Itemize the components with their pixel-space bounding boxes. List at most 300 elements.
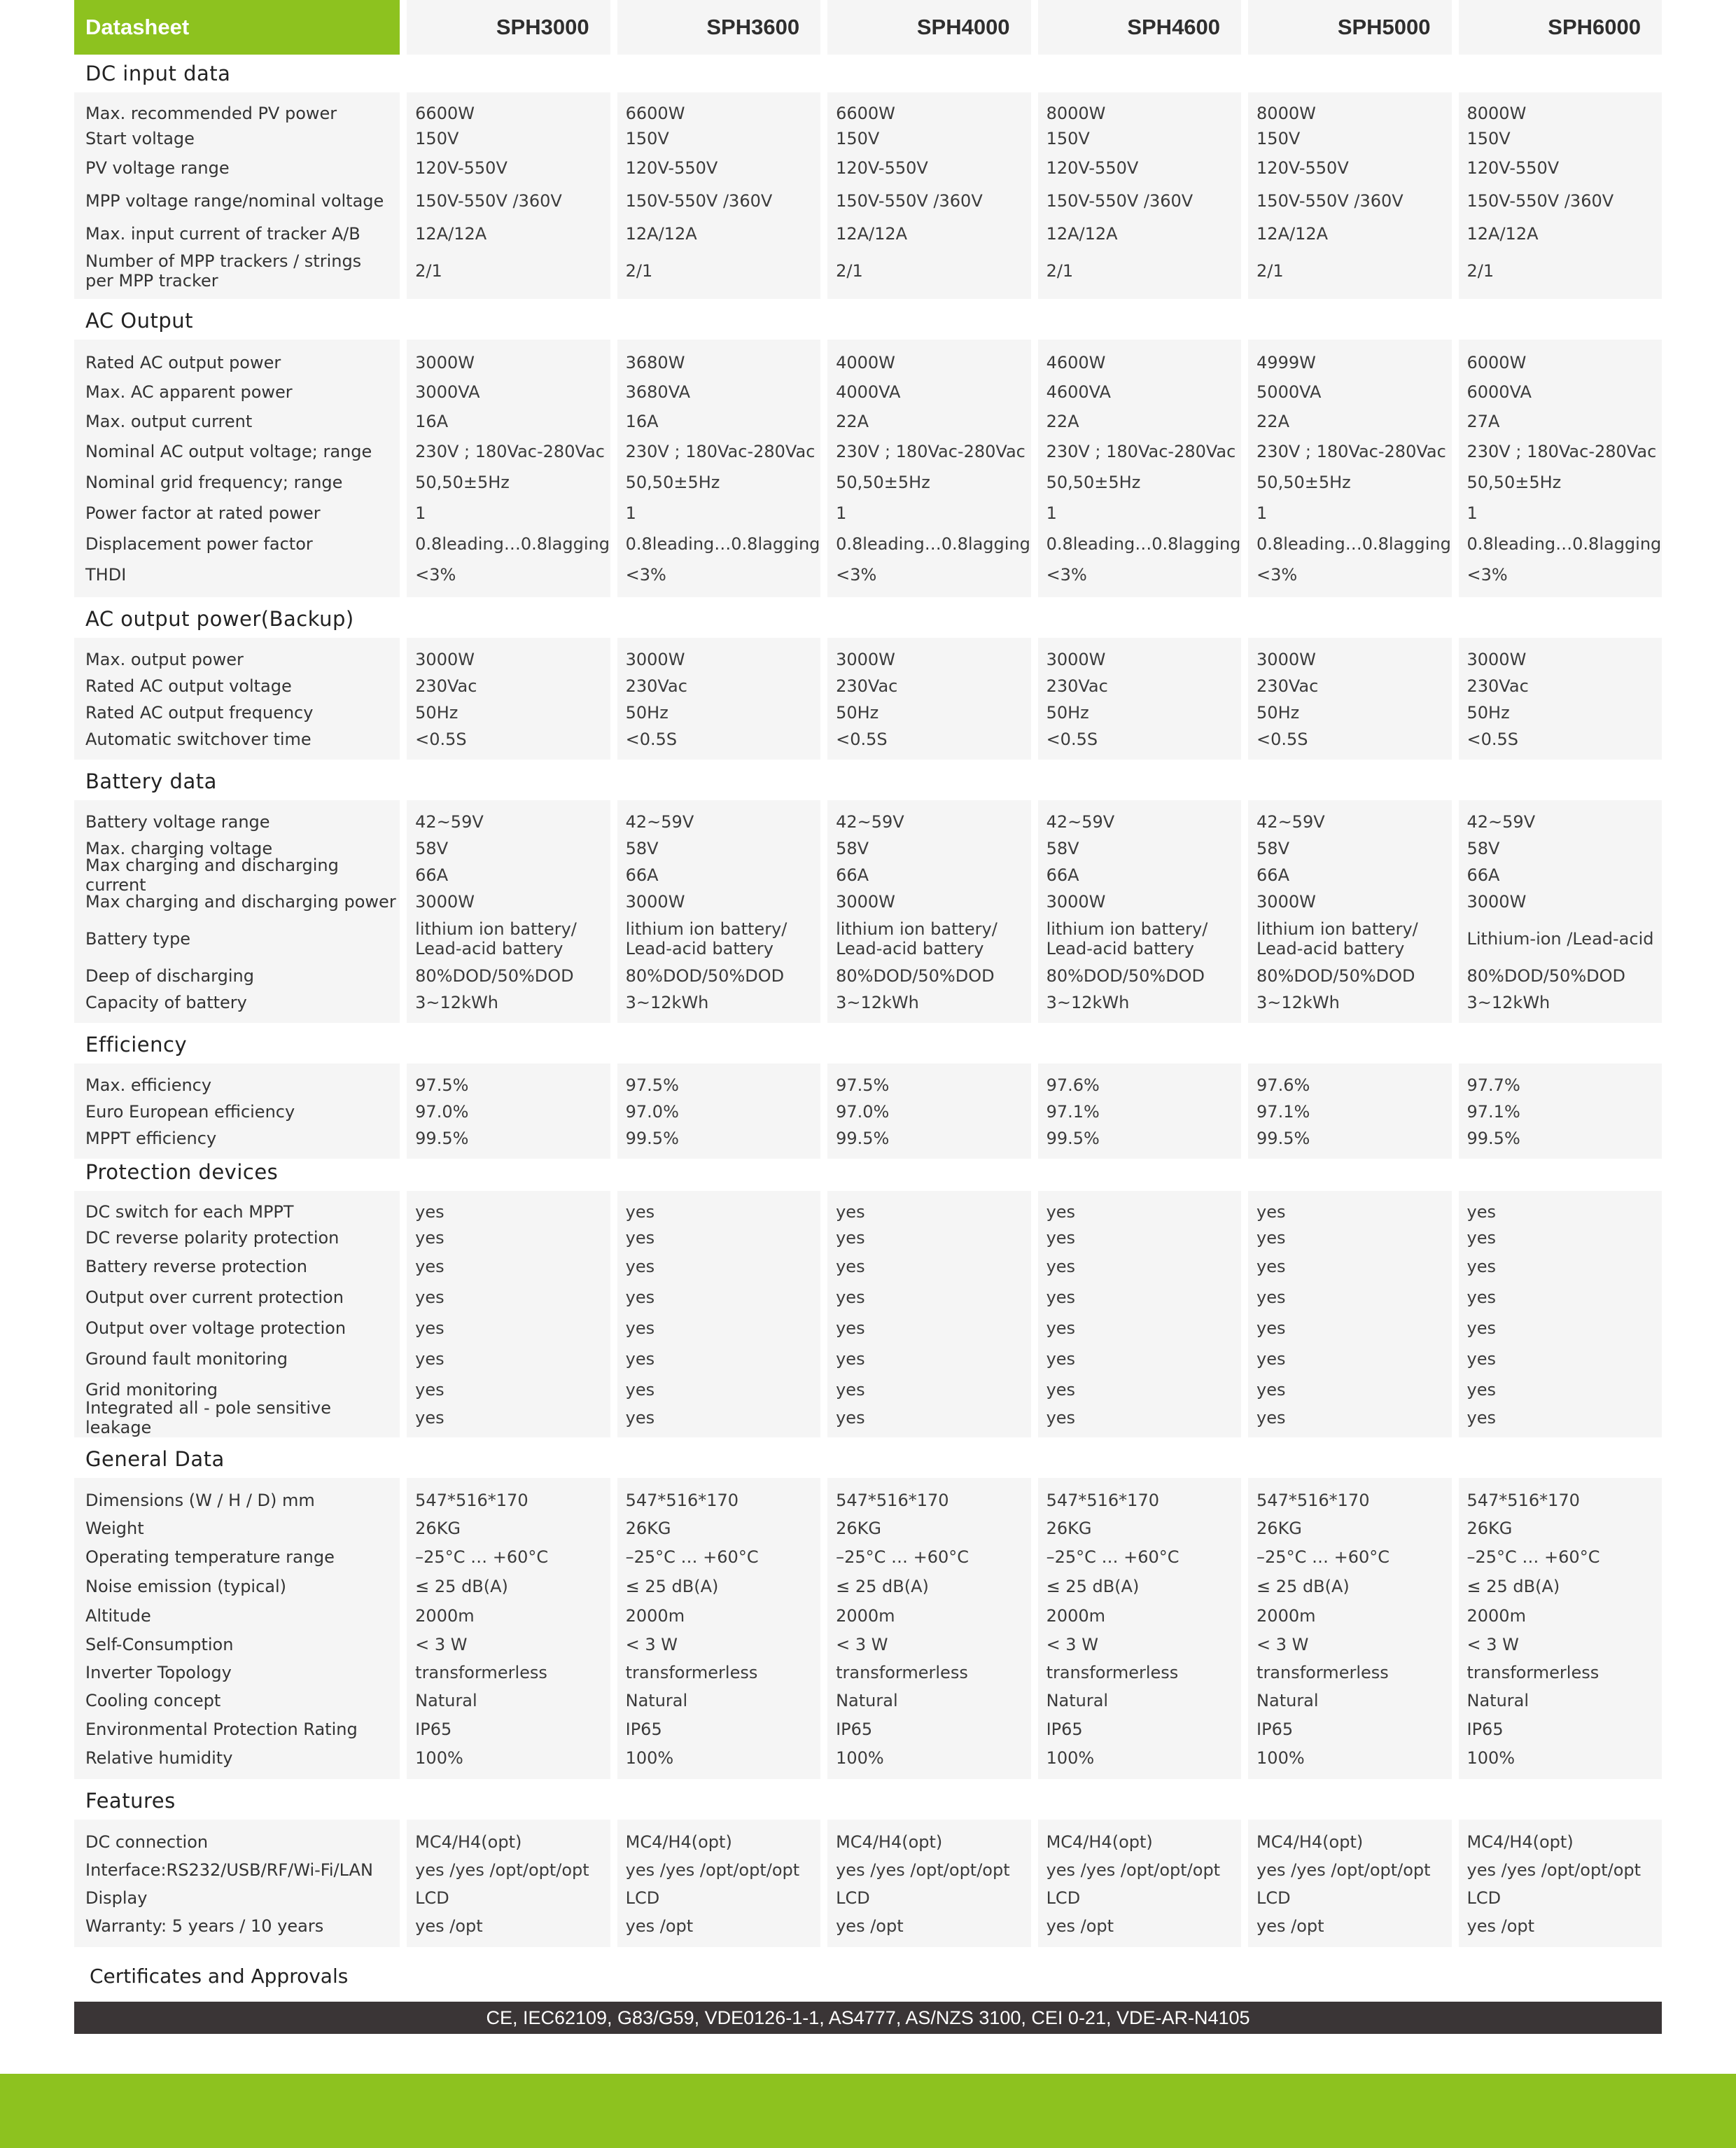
spec-value: lithium ion battery/ Lead-acid battery (1046, 919, 1208, 958)
spec-value: yes (1046, 1318, 1076, 1338)
value-column (1248, 1063, 1451, 1159)
spec-value: 80%DOD/50%DOD (836, 966, 995, 986)
value-column (407, 1478, 610, 1779)
spec-value: 0.8leading…0.8lagging (415, 534, 610, 554)
spec-value: Natural (1256, 1691, 1319, 1710)
spec-value: 42~59V (1046, 812, 1115, 832)
section-title: AC Output (85, 309, 194, 333)
spec-value: 3000W (1466, 650, 1527, 669)
spec-section (74, 1437, 1662, 1779)
model-header: SPH5000 (1248, 0, 1451, 55)
section-table (74, 92, 1662, 299)
spec-value: 42~59V (1466, 812, 1536, 832)
label-column (74, 638, 400, 760)
spec-value: yes (625, 1202, 655, 1222)
spec-value: yes /opt (415, 1916, 483, 1936)
spec-value: 230V ; 180Vac-280Vac (1466, 442, 1657, 461)
spec-value: <3% (1256, 565, 1298, 585)
spec-value: ≤ 25 dB(A) (1466, 1577, 1560, 1596)
spec-value: 100% (625, 1748, 674, 1768)
spec-value: ≤ 25 dB(A) (625, 1577, 719, 1596)
spec-value: 97.5% (836, 1075, 890, 1095)
spec-value: 100% (415, 1748, 463, 1768)
spec-value: 120V-550V (1256, 158, 1349, 178)
spec-label: Interface:RS232/USB/RF/Wi-Fi/LAN (85, 1860, 373, 1880)
spec-label: Grid monitoring (85, 1380, 218, 1400)
spec-label: Number of MPP trackers / strings per MPP tracker (85, 251, 362, 291)
spec-value: –25°C … +60°C (1046, 1547, 1180, 1567)
spec-value: 50Hz (1256, 703, 1300, 723)
certificates-text: CE, IEC62109, G83/G59, VDE0126-1-1, AS4777, AS/NZS 3100, CEI 0-21, VDE-AR-N4105 (486, 2007, 1250, 2028)
spec-value: 3~12kWh (1046, 993, 1130, 1012)
spec-value: 3000W (1256, 892, 1316, 912)
spec-value: yes (1466, 1408, 1496, 1428)
spec-value: 27A (1466, 412, 1500, 431)
spec-value: 42~59V (625, 812, 694, 832)
spec-label: Relative humidity (85, 1748, 233, 1768)
spec-label: DC reverse polarity protection (85, 1228, 340, 1248)
spec-value: 26KG (836, 1519, 881, 1538)
spec-value: yes /yes /opt/opt/opt (1046, 1860, 1221, 1880)
spec-label: Battery type (85, 929, 191, 949)
spec-value: transformerless (1046, 1663, 1179, 1682)
spec-value: yes (1256, 1318, 1286, 1338)
spec-value: yes (836, 1257, 865, 1276)
spec-label: Capacity of battery (85, 993, 247, 1012)
spec-label: THDI (85, 565, 127, 585)
spec-section (74, 1159, 1662, 1437)
value-column (1248, 1191, 1451, 1437)
spec-value: 2/1 (1256, 261, 1284, 281)
spec-value: 150V (1256, 129, 1301, 148)
section-title: General Data (85, 1447, 225, 1471)
spec-value: <3% (1466, 565, 1508, 585)
spec-value: yes (1466, 1318, 1496, 1338)
label-column (74, 1191, 400, 1437)
spec-value: 230V ; 180Vac-280Vac (836, 442, 1026, 461)
spec-label: Rated AC output voltage (85, 676, 292, 696)
spec-value: 8000W (1046, 104, 1106, 123)
spec-value: 8000W (1256, 104, 1316, 123)
spec-value: 3000W (625, 650, 685, 669)
spec-value: 100% (1046, 1748, 1095, 1768)
spec-value: MC4/H4(opt) (1466, 1832, 1574, 1852)
spec-value: 66A (1046, 865, 1079, 885)
value-column (827, 92, 1030, 299)
spec-value: 97.7% (1466, 1075, 1520, 1095)
spec-label: Output over current protection (85, 1288, 344, 1307)
spec-value: 230Vac (836, 676, 898, 696)
spec-value: 1 (415, 503, 426, 523)
spec-value: 150V-550V /360V (836, 190, 983, 211)
spec-value: yes (415, 1408, 444, 1428)
spec-value: 150V (1046, 129, 1090, 148)
spec-value: 8000W (1466, 104, 1527, 123)
spec-label: Dimensions (W / H / D) mm (85, 1491, 315, 1510)
spec-value: 100% (1466, 1748, 1516, 1768)
spec-value: 97.0% (625, 1102, 679, 1122)
spec-value: yes (1046, 1380, 1076, 1400)
spec-value: Natural (625, 1691, 688, 1710)
spec-value: 42~59V (836, 812, 904, 832)
spec-value: 12A/12A (415, 223, 487, 244)
spec-value: yes /yes /opt/opt/opt (1466, 1860, 1642, 1880)
spec-value: yes /yes /opt/opt/opt (836, 1860, 1010, 1880)
spec-value: 50,50±5Hz (415, 473, 510, 492)
spec-value: < 3 W (1046, 1635, 1098, 1654)
spec-value: yes (1046, 1349, 1076, 1369)
spec-value: MC4/H4(opt) (625, 1832, 732, 1852)
value-column (1038, 1063, 1241, 1159)
value-column (617, 800, 820, 1023)
spec-value: 66A (625, 865, 659, 885)
spec-value: yes (625, 1257, 655, 1276)
spec-value: 0.8leading…0.8lagging (1046, 534, 1241, 554)
spec-value: 3000W (415, 892, 475, 912)
spec-value: 80%DOD/50%DOD (1256, 966, 1415, 986)
spec-value: 97.6% (1256, 1075, 1310, 1095)
spec-value: 2/1 (1466, 261, 1494, 281)
certificates-bar (74, 2002, 1662, 2034)
value-column (827, 1063, 1030, 1159)
spec-value: 0.8leading…0.8lagging (625, 534, 820, 554)
value-column (407, 1191, 610, 1437)
spec-value: 2000m (1466, 1606, 1526, 1626)
spec-value: yes (625, 1288, 655, 1307)
spec-value: 50,50±5Hz (1256, 473, 1351, 492)
spec-value: yes /opt (1046, 1916, 1114, 1936)
spec-section (74, 55, 1662, 299)
spec-value: IP65 (836, 1720, 873, 1739)
value-column (1038, 1191, 1241, 1437)
value-column (1459, 340, 1662, 597)
spec-value: Lithium-ion /Lead-acid (1466, 929, 1654, 949)
spec-value: yes (415, 1288, 444, 1307)
spec-value: 99.5% (625, 1129, 679, 1148)
value-column (1038, 800, 1241, 1023)
spec-value: 150V (836, 129, 880, 148)
spec-value: 1 (1046, 503, 1057, 523)
spec-label: Max charging and discharging current (85, 856, 339, 895)
spec-value: 12A/12A (1256, 223, 1329, 244)
value-column (827, 1191, 1030, 1437)
spec-value: 120V-550V (415, 158, 507, 178)
spec-label: Altitude (85, 1606, 151, 1626)
spec-value: yes (1256, 1228, 1286, 1248)
spec-label: Ground fault monitoring (85, 1349, 288, 1369)
spec-value: 12A/12A (1466, 223, 1539, 244)
spec-value: 66A (1466, 865, 1500, 885)
spec-value: 50Hz (836, 703, 879, 723)
spec-value: ≤ 25 dB(A) (836, 1577, 929, 1596)
value-column (1038, 340, 1241, 597)
spec-value: 50,50±5Hz (625, 473, 720, 492)
spec-value: 97.1% (1256, 1102, 1310, 1122)
spec-value: 230V ; 180Vac-280Vac (1256, 442, 1446, 461)
spec-value: 3000W (1466, 892, 1527, 912)
spec-value: <0.5S (415, 730, 467, 749)
spec-value: <0.5S (1466, 730, 1519, 749)
spec-value: <0.5S (625, 730, 678, 749)
spec-value: Natural (415, 1691, 477, 1710)
value-column (617, 1820, 820, 1947)
spec-value: 547*516*170 (1466, 1491, 1580, 1510)
spec-label: Automatic switchover time (85, 730, 312, 749)
spec-value: 80%DOD/50%DOD (1046, 966, 1205, 986)
spec-value: 50,50±5Hz (836, 473, 930, 492)
section-table (74, 800, 1662, 1023)
spec-value: 12A/12A (625, 223, 697, 244)
spec-value: 230V ; 180Vac-280Vac (625, 442, 816, 461)
spec-section (74, 299, 1662, 597)
value-column (407, 1063, 610, 1159)
model-header: SPH6000 (1459, 0, 1662, 55)
value-column (1248, 340, 1451, 597)
spec-value: 547*516*170 (625, 1491, 739, 1510)
spec-value: 50,50±5Hz (1466, 473, 1562, 492)
spec-value: yes (1466, 1202, 1496, 1222)
spec-value: 6000W (1466, 353, 1527, 372)
spec-value: < 3 W (625, 1635, 678, 1654)
spec-value: 1 (836, 503, 847, 523)
spec-value: 3000W (625, 892, 685, 912)
section-title: AC output power(Backup) (85, 607, 354, 631)
spec-value: MC4/H4(opt) (415, 1832, 522, 1852)
section-title: Efficiency (85, 1033, 188, 1056)
spec-value: 80%DOD/50%DOD (625, 966, 785, 986)
spec-value: 150V (625, 129, 669, 148)
spec-value: 50Hz (1466, 703, 1510, 723)
spec-value: yes /opt (836, 1916, 904, 1936)
spec-value: 120V-550V (1046, 158, 1139, 178)
spec-value: LCD (415, 1888, 449, 1908)
spec-section (74, 1779, 1662, 1947)
spec-value: 26KG (1046, 1519, 1092, 1538)
spec-label: DC switch for each MPPT (85, 1202, 294, 1222)
spec-value: 12A/12A (1046, 223, 1118, 244)
spec-value: 58V (415, 839, 449, 858)
spec-value: 0.8leading…0.8lagging (1466, 534, 1662, 554)
spec-value: 26KG (1466, 1519, 1513, 1538)
spec-value: < 3 W (1466, 1635, 1519, 1654)
spec-value: yes /opt (625, 1916, 694, 1936)
section-table (74, 638, 1662, 760)
spec-value: 230V ; 180Vac-280Vac (415, 442, 605, 461)
model-header: SPH4000 (827, 0, 1030, 55)
header-row (74, 0, 1662, 55)
spec-value: 3000W (1046, 892, 1106, 912)
spec-value: yes /yes /opt/opt/opt (415, 1860, 589, 1880)
spec-value: 230Vac (1256, 676, 1319, 696)
spec-value: 6600W (625, 104, 685, 123)
spec-value: 3000W (415, 650, 475, 669)
spec-value: 26KG (415, 1519, 461, 1538)
value-column (827, 638, 1030, 760)
spec-value: 3680VA (625, 382, 691, 402)
spec-value: 99.5% (1466, 1129, 1520, 1148)
spec-section (74, 597, 1662, 760)
value-column (1248, 638, 1451, 760)
spec-label: Operating temperature range (85, 1547, 335, 1567)
spec-value: lithium ion battery/ Lead-acid battery (625, 919, 788, 958)
spec-value: lithium ion battery/ Lead-acid battery (836, 919, 997, 958)
spec-value: 2/1 (625, 261, 653, 281)
spec-value: 42~59V (415, 812, 484, 832)
spec-value: 2/1 (415, 261, 442, 281)
spec-value: –25°C … +60°C (415, 1547, 549, 1567)
spec-value: yes (415, 1318, 444, 1338)
spec-value: 3000W (1256, 650, 1316, 669)
spec-value: yes (625, 1349, 655, 1369)
spec-value: yes (625, 1380, 655, 1400)
spec-value: <3% (625, 565, 666, 585)
spec-value: LCD (836, 1888, 870, 1908)
spec-value: yes (836, 1408, 865, 1428)
spec-value: 26KG (1256, 1519, 1302, 1538)
spec-value: 58V (1046, 839, 1079, 858)
spec-value: yes (415, 1202, 444, 1222)
spec-value: 3~12kWh (836, 993, 919, 1012)
spec-label: Rated AC output frequency (85, 703, 314, 723)
spec-value: 0.8leading…0.8lagging (836, 534, 1030, 554)
spec-label: Self-Consumption (85, 1635, 234, 1654)
spec-value: 58V (1466, 839, 1500, 858)
value-column (1038, 1820, 1241, 1947)
section-title: Protection devices (85, 1160, 279, 1184)
spec-value: 3000W (415, 353, 475, 372)
section-table (74, 340, 1662, 597)
spec-value: <3% (1046, 565, 1087, 585)
spec-value: 6600W (836, 104, 895, 123)
spec-value: 66A (836, 865, 869, 885)
spec-label: MPPT efficiency (85, 1129, 217, 1148)
spec-label: Weight (85, 1519, 144, 1538)
spec-value: 0.8leading…0.8lagging (1256, 534, 1451, 554)
spec-value: yes (1256, 1257, 1286, 1276)
value-column (1038, 1478, 1241, 1779)
spec-value: 97.6% (1046, 1075, 1100, 1095)
value-column (1459, 800, 1662, 1023)
spec-value: LCD (1046, 1888, 1081, 1908)
spec-value: 99.5% (836, 1129, 890, 1148)
spec-label: Display (85, 1888, 148, 1908)
spec-value: <3% (415, 565, 456, 585)
spec-value: <3% (836, 565, 877, 585)
spec-value: 3~12kWh (625, 993, 709, 1012)
spec-value: 97.1% (1046, 1102, 1100, 1122)
value-column (617, 638, 820, 760)
spec-value: yes (836, 1202, 865, 1222)
spec-value: 3000W (1046, 650, 1106, 669)
spec-value: 3~12kWh (1256, 993, 1340, 1012)
model-header: SPH3000 (407, 0, 610, 55)
value-column (1248, 92, 1451, 299)
spec-value: 66A (1256, 865, 1289, 885)
spec-label: Displacement power factor (85, 534, 313, 554)
spec-value: 1 (1466, 503, 1478, 523)
certificates-title: Certificates and Approvals (90, 1965, 349, 1988)
spec-value: –25°C … +60°C (1466, 1547, 1600, 1567)
spec-value: 4000W (836, 353, 895, 372)
spec-value: 547*516*170 (1256, 1491, 1370, 1510)
spec-value: IP65 (1256, 1720, 1294, 1739)
value-column (827, 340, 1030, 597)
spec-value: yes (1256, 1408, 1286, 1428)
spec-label: Power factor at rated power (85, 503, 321, 523)
spec-value: yes (1256, 1349, 1286, 1369)
datasheet-title: Datasheet (74, 0, 400, 55)
label-column (74, 340, 400, 597)
spec-value: 150V-550V /360V (415, 190, 562, 211)
spec-value: ≤ 25 dB(A) (1256, 1577, 1350, 1596)
value-column (407, 1820, 610, 1947)
section-table (74, 1063, 1662, 1159)
spec-value: <0.5S (1256, 730, 1308, 749)
spec-value: 2000m (1256, 1606, 1316, 1626)
model-header: SPH4600 (1038, 0, 1241, 55)
spec-value: yes (625, 1228, 655, 1248)
spec-value: yes (415, 1228, 444, 1248)
spec-value: 2000m (415, 1606, 475, 1626)
spec-value: yes (625, 1318, 655, 1338)
value-column (827, 800, 1030, 1023)
spec-section (74, 1023, 1662, 1159)
spec-value: yes (1046, 1288, 1076, 1307)
spec-value: 6000VA (1466, 382, 1532, 402)
spec-value: yes /yes /opt/opt/opt (625, 1860, 800, 1880)
section-table (74, 1191, 1662, 1437)
spec-value: yes (1466, 1349, 1496, 1369)
spec-value: 99.5% (415, 1129, 469, 1148)
value-column (1459, 92, 1662, 299)
value-column (1248, 800, 1451, 1023)
spec-value: IP65 (625, 1720, 662, 1739)
spec-value: 150V-550V /360V (1256, 190, 1404, 211)
label-column (74, 1478, 400, 1779)
spec-value: 22A (1046, 412, 1079, 431)
value-column (1459, 1191, 1662, 1437)
spec-value: transformerless (1466, 1663, 1600, 1682)
spec-value: yes (836, 1288, 865, 1307)
spec-value: 150V-550V /360V (1466, 190, 1614, 211)
spec-value: 150V (415, 129, 459, 148)
spec-value: yes (415, 1349, 444, 1369)
spec-value: 230Vac (1046, 676, 1108, 696)
spec-value: 4999W (1256, 353, 1316, 372)
spec-value: 26KG (625, 1519, 671, 1538)
spec-value: 97.1% (1466, 1102, 1520, 1122)
spec-label: MPP voltage range/nominal voltage (85, 190, 384, 211)
spec-value: 3680W (625, 353, 685, 372)
spec-label: Max. AC apparent power (85, 382, 293, 402)
spec-value: 80%DOD/50%DOD (1466, 966, 1625, 986)
spec-value: yes (836, 1228, 865, 1248)
spec-value: yes (625, 1408, 655, 1428)
value-column (1248, 1478, 1451, 1779)
spec-value: transformerless (836, 1663, 968, 1682)
spec-value: 150V (1466, 129, 1511, 148)
spec-value: 50Hz (415, 703, 458, 723)
spec-label: Integrated all - pole sensitive leakage (85, 1398, 331, 1437)
spec-value: Natural (1046, 1691, 1109, 1710)
spec-value: < 3 W (415, 1635, 468, 1654)
spec-value: 58V (625, 839, 659, 858)
spec-value: 22A (836, 412, 869, 431)
spec-value: 97.0% (836, 1102, 890, 1122)
spec-value: 230V ; 180Vac-280Vac (1046, 442, 1236, 461)
section-title: Features (85, 1789, 176, 1813)
spec-label: Inverter Topology (85, 1663, 232, 1682)
